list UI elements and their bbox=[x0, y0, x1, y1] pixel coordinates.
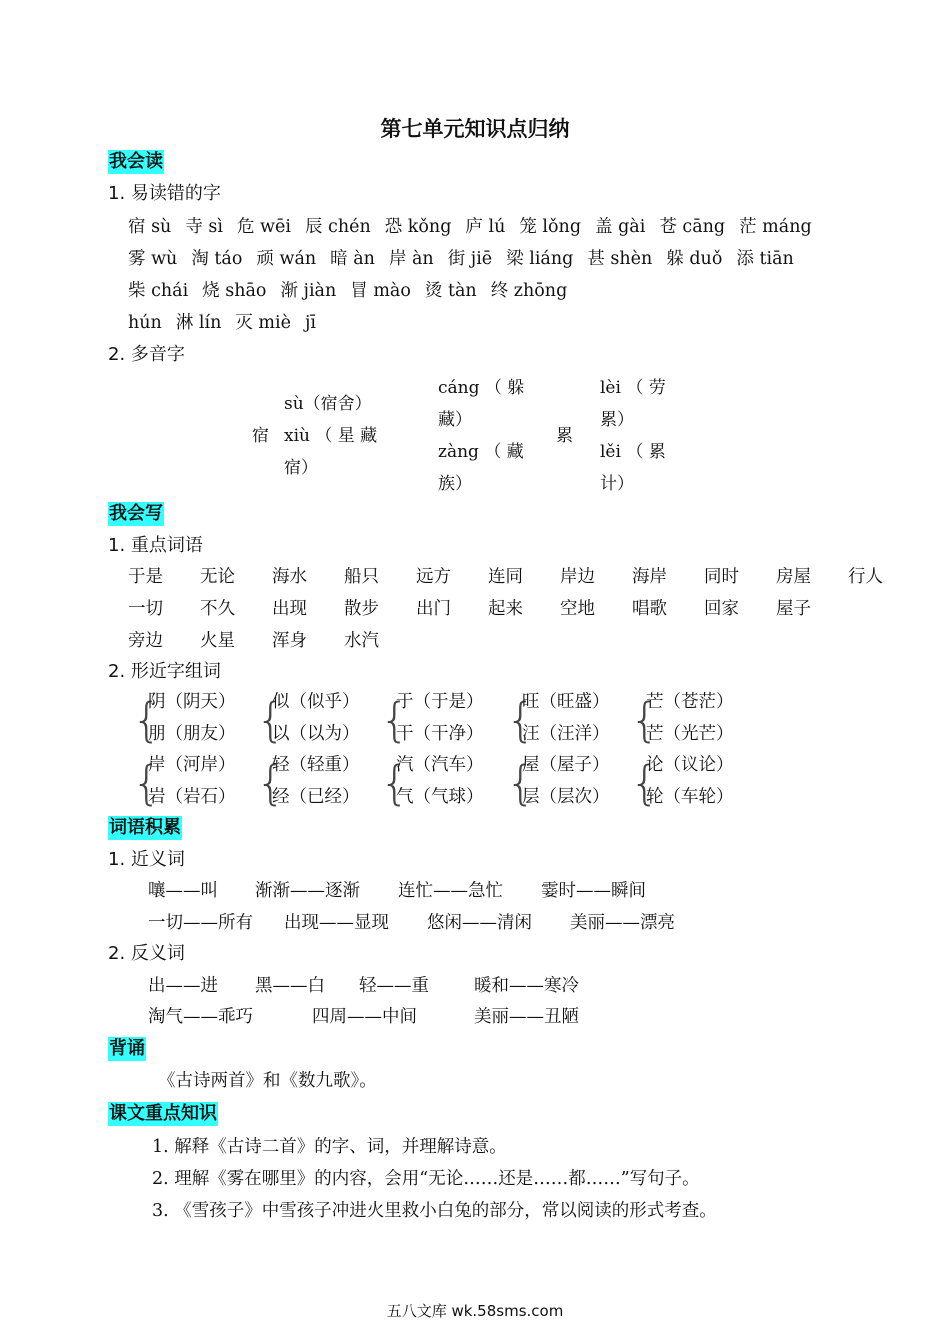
pinyin-item: 街 jiē bbox=[447, 249, 493, 269]
similar-word: 轻（轻重） bbox=[272, 755, 360, 775]
pinyin-item: 盖 gài bbox=[595, 217, 646, 237]
similar-word: 汽（汽车） bbox=[396, 755, 484, 775]
poly-reading: lèi （ 劳 bbox=[600, 378, 666, 398]
synonym-item: 嚷——叫 bbox=[148, 881, 218, 901]
subheading-synonyms: 1. 近义词 bbox=[108, 849, 185, 870]
similar-group bbox=[522, 686, 610, 750]
word-item: 连同 bbox=[488, 567, 523, 587]
similar-word: 似（似乎） bbox=[272, 692, 360, 712]
subheading-easy-misread: 1. 易读错的字 bbox=[108, 183, 221, 204]
similar-group bbox=[272, 686, 360, 750]
similar-word: 干（干净） bbox=[396, 724, 484, 744]
word-item: 岸边 bbox=[560, 567, 595, 587]
pinyin-item: 恐 kǒng bbox=[384, 217, 452, 237]
brace-icon: { bbox=[506, 756, 536, 810]
word-item: 水汽 bbox=[344, 631, 379, 651]
poly-reading: 计） bbox=[600, 474, 634, 494]
poly-char-su: 宿 bbox=[252, 426, 269, 446]
pinyin-item: 笼 lǒng bbox=[519, 217, 582, 237]
antonym-item: 黑——白 bbox=[255, 976, 325, 996]
similar-word: 轮（车轮） bbox=[646, 787, 734, 807]
pinyin-item: 柴 chái bbox=[128, 281, 189, 301]
similar-word: 岸（河岸） bbox=[148, 755, 236, 775]
pinyin-item: 宿 sù bbox=[128, 217, 172, 237]
subheading-similar-chars: 2. 形近字组词 bbox=[108, 661, 221, 682]
pinyin-item: 庐 lú bbox=[465, 217, 506, 237]
pinyin-item: 终 zhōng bbox=[490, 281, 568, 301]
subheading-polyphonic: 2. 多音字 bbox=[108, 344, 185, 365]
section-heading-read: 我会读 bbox=[109, 151, 163, 172]
pinyin-item: 梁 liáng bbox=[506, 249, 574, 269]
similar-group bbox=[646, 749, 734, 813]
section-heading-recite: 背诵 bbox=[109, 1038, 145, 1059]
word-item: 浑身 bbox=[272, 631, 307, 651]
word-item: 海岸 bbox=[632, 567, 667, 587]
brace-icon: { bbox=[380, 756, 410, 810]
similar-word: 芒（苍茫） bbox=[646, 692, 734, 712]
similar-group bbox=[522, 749, 610, 813]
pinyin-item: 危 wēi bbox=[236, 217, 291, 237]
antonym-item: 出——进 bbox=[148, 976, 218, 996]
pinyin-item: 烫 tàn bbox=[424, 281, 477, 301]
word-item: 出门 bbox=[416, 599, 451, 619]
synonym-item: 连忙——急忙 bbox=[398, 881, 503, 901]
brace-icon: { bbox=[630, 756, 660, 810]
word-item: 出现 bbox=[272, 599, 307, 619]
synonym-item: 霎时——瞬间 bbox=[541, 881, 646, 901]
pinyin-item: 甚 shèn bbox=[587, 249, 653, 269]
word-item: 空地 bbox=[560, 599, 595, 619]
pinyin-item: 茫 máng bbox=[739, 217, 812, 237]
antonym-item: 轻——重 bbox=[359, 976, 429, 996]
word-item: 同时 bbox=[704, 567, 739, 587]
similar-group bbox=[148, 749, 236, 813]
similar-group bbox=[272, 749, 360, 813]
word-item: 唱歌 bbox=[632, 599, 667, 619]
pinyin-item: hún bbox=[128, 313, 162, 333]
word-item: 远方 bbox=[416, 567, 451, 587]
pinyin-item: 顽 wán bbox=[256, 249, 317, 269]
word-item: 起来 bbox=[488, 599, 523, 619]
subheading-antonyms: 2. 反义词 bbox=[108, 943, 185, 964]
pinyin-item: 暗 àn bbox=[330, 249, 375, 269]
knowledge-item: 3. 《雪孩子》中雪孩子冲进火里救小白兔的部分，常以阅读的形式考查。 bbox=[152, 1201, 717, 1221]
brace-icon: { bbox=[506, 693, 536, 747]
similar-word: 气（气球） bbox=[396, 787, 484, 807]
similar-word: 屋（屋子） bbox=[522, 755, 610, 775]
pinyin-item: 辰 chén bbox=[304, 217, 371, 237]
similar-group bbox=[396, 749, 484, 813]
similar-word: 经（已经） bbox=[272, 787, 360, 807]
antonym-item: 淘气——乖巧 bbox=[148, 1007, 253, 1027]
brace-icon: { bbox=[256, 756, 286, 810]
word-row-2 bbox=[128, 597, 848, 621]
word-item: 回家 bbox=[704, 599, 739, 619]
recite-text: 《古诗两首》和《数九歌》。 bbox=[158, 1071, 377, 1091]
pinyin-item: 淋 lín bbox=[175, 313, 222, 333]
similar-word: 论（议论） bbox=[646, 755, 734, 775]
knowledge-item: 2. 理解《雾在哪里》的内容，会用“无论……还是……都……”写句子。 bbox=[152, 1169, 700, 1189]
similar-word: 阴（阴天） bbox=[148, 692, 236, 712]
poly-reading: sù（宿舍） bbox=[284, 394, 372, 414]
word-item: 屋子 bbox=[776, 599, 811, 619]
brace-icon: { bbox=[630, 693, 660, 747]
word-item: 海水 bbox=[272, 567, 307, 587]
similar-group bbox=[646, 686, 734, 750]
pinyin-item: 苍 cāng bbox=[659, 217, 726, 237]
synonym-item: 悠闲——清闲 bbox=[427, 913, 532, 933]
similar-group bbox=[396, 686, 484, 750]
poly-reading: cáng （ 躲 bbox=[438, 378, 525, 398]
word-row-1 bbox=[128, 565, 920, 589]
pinyin-item: 冒 mào bbox=[350, 281, 411, 301]
brace-icon: { bbox=[132, 693, 162, 747]
pinyin-row-3 bbox=[128, 279, 581, 303]
word-item: 一切 bbox=[128, 599, 163, 619]
pinyin-item: 添 tiān bbox=[736, 249, 794, 269]
pinyin-row-1 bbox=[128, 215, 826, 239]
similar-word: 层（层次） bbox=[522, 787, 610, 807]
antonym-item: 暖和——寒冷 bbox=[474, 976, 579, 996]
poly-reading: zàng （ 藏 bbox=[438, 442, 524, 462]
poly-char-lei: 累 bbox=[556, 426, 573, 446]
similar-word: 芒（光芒） bbox=[646, 724, 734, 744]
synonym-item: 美丽——漂亮 bbox=[570, 913, 675, 933]
similar-word: 以（以为） bbox=[272, 724, 360, 744]
word-item: 行人 bbox=[848, 567, 883, 587]
word-item: 旁边 bbox=[128, 631, 163, 651]
pinyin-item: 岸 àn bbox=[388, 249, 434, 269]
similar-word: 旺（旺盛） bbox=[522, 692, 610, 712]
word-item: 房屋 bbox=[776, 567, 811, 587]
poly-reading: 累） bbox=[600, 410, 634, 430]
pinyin-item: jī bbox=[304, 313, 316, 333]
pinyin-item: 烧 shāo bbox=[202, 281, 267, 301]
pinyin-row-2 bbox=[128, 247, 808, 271]
poly-reading: 宿） bbox=[284, 458, 318, 478]
subheading-key-words: 1. 重点词语 bbox=[108, 535, 203, 556]
brace-icon: { bbox=[256, 693, 286, 747]
similar-word: 于（于是） bbox=[396, 692, 484, 712]
synonym-item: 渐渐——逐渐 bbox=[255, 881, 360, 901]
word-item: 火星 bbox=[200, 631, 235, 651]
antonym-item: 美丽——丑陋 bbox=[474, 1007, 579, 1027]
poly-reading: 族） bbox=[438, 474, 472, 494]
word-item: 无论 bbox=[200, 567, 235, 587]
pinyin-item: 渐 jiàn bbox=[280, 281, 337, 301]
page-title: 第七单元知识点归纳 bbox=[380, 117, 570, 141]
word-item: 于是 bbox=[128, 567, 163, 587]
section-heading-key-knowledge: 课文重点知识 bbox=[109, 1103, 217, 1124]
brace-icon: { bbox=[380, 693, 410, 747]
pinyin-row-4 bbox=[128, 311, 330, 335]
section-heading-write: 我会写 bbox=[109, 503, 163, 524]
section-heading-vocab: 词语积累 bbox=[109, 817, 181, 838]
poly-reading: lěi （ 累 bbox=[600, 442, 666, 462]
poly-reading: 藏） bbox=[438, 410, 472, 430]
word-item: 船只 bbox=[344, 567, 379, 587]
pinyin-item: 雾 wù bbox=[128, 249, 178, 269]
pinyin-item: 淘 táo bbox=[191, 249, 243, 269]
similar-word: 岩（岩石） bbox=[148, 787, 236, 807]
similar-group bbox=[148, 686, 236, 750]
pinyin-item: 躲 duǒ bbox=[666, 249, 723, 269]
synonym-item: 出现——显现 bbox=[284, 913, 389, 933]
similar-word: 汪（汪洋） bbox=[522, 724, 610, 744]
knowledge-item: 1. 解释《古诗二首》的字、词，并理解诗意。 bbox=[152, 1137, 507, 1157]
similar-word: 朋（朋友） bbox=[148, 724, 236, 744]
word-item: 散步 bbox=[344, 599, 379, 619]
brace-icon: { bbox=[132, 756, 162, 810]
antonym-item: 四周——中间 bbox=[312, 1007, 417, 1027]
synonym-item: 一切——所有 bbox=[148, 913, 253, 933]
word-item: 不久 bbox=[200, 599, 235, 619]
footer-watermark: 五八文库 wk.58sms.com bbox=[386, 1302, 564, 1320]
pinyin-item: 寺 sì bbox=[185, 217, 223, 237]
poly-reading: xiù （ 星 藏 bbox=[284, 426, 378, 446]
pinyin-item: 灭 miè bbox=[235, 313, 291, 333]
word-row-3 bbox=[128, 629, 416, 653]
